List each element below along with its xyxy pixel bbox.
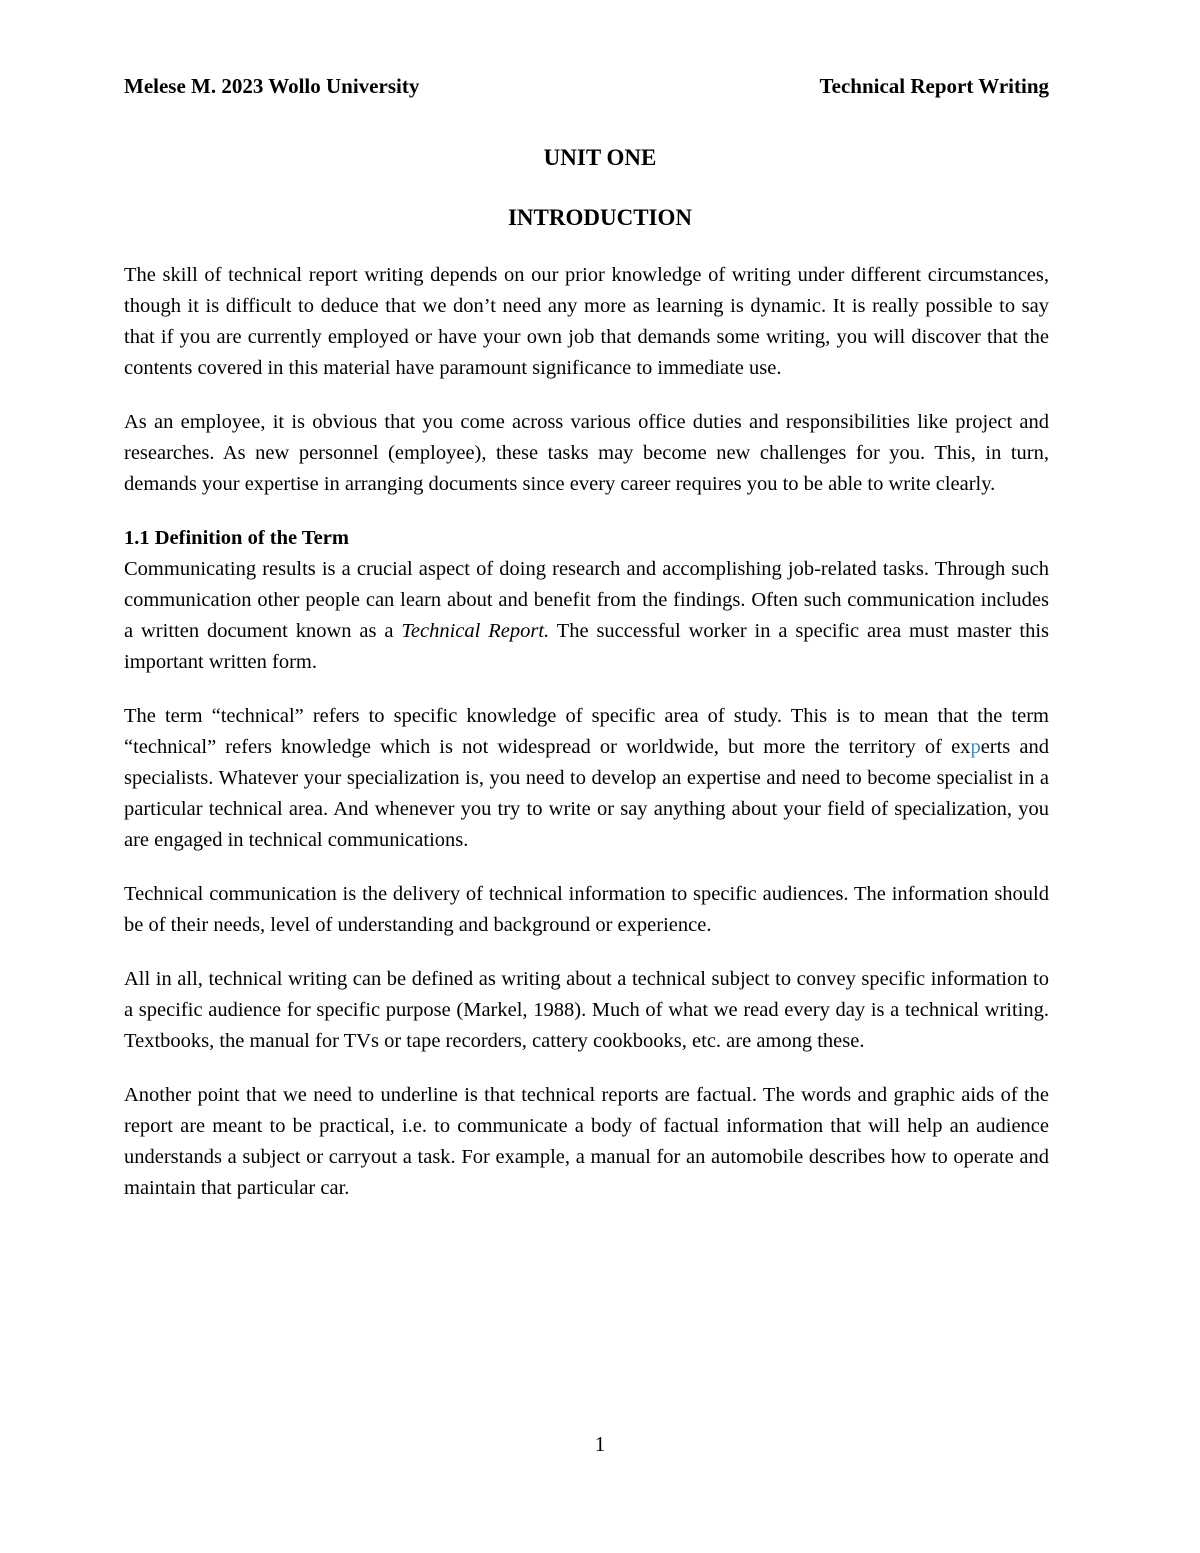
paragraph-4-text-end: erts and specialists. Whatever your specialization is, you need to develop an expertise and need to become specialist in a particular technical area. And whenever you try to write or say anything about your field of specialization, you are engaged in technical communications. — [124, 736, 1049, 851]
paragraph-4 — [124, 701, 1049, 856]
section-heading: 1.1 Definition of the Term — [124, 527, 349, 549]
paragraph-5: Technical communication is the delivery of technical information to specific audiences. The information should be of their needs, level of understanding and background or experience. — [124, 883, 1049, 936]
unit-title: UNIT ONE — [543, 145, 657, 170]
document-body — [124, 260, 1049, 1204]
paragraph-6: All in all, technical writing can be defined as writing about a technical subject to convey specific information to a specific audience for specific purpose (Markel, 1988). Much of what we read every day is a technical writing. Textbooks, the manual for TVs or tape recorders, cattery cookbooks, etc. are among these. — [124, 968, 1049, 1052]
paragraph-3-text-start: Communicating results is a crucial aspect of doing research and accomplishing job-related tasks. Through such communication other people can learn about and benefit from the findings. Often such communication includes a written document known as a — [124, 558, 1049, 642]
paragraph-1: The skill of technical report writing depends on our prior knowledge of writing under different circumstances, though it is difficult to deduce that we don’t need any more as learning is dynamic. It is really possible to say that if you are currently employed or have your own job that demands some writing, you will discover that the contents covered in this material have paramount significance to immediate use. — [124, 264, 1049, 379]
paragraph-2: As an employee, it is obvious that you come across various office duties and responsibilities like project and researches. As new personnel (employee), these tasks may become new challenges for you. This, in turn, demands your expertise in arranging documents since every career requires you to be able to write clearly. — [124, 411, 1049, 495]
technical-report-term: Technical Report. — [401, 620, 550, 642]
paragraph-3-text-end: The successful worker in a specific area must master this important written form. — [124, 620, 1049, 673]
header-course-title: Technical Report Writing — [819, 74, 1049, 98]
page-number: 1 — [594, 1432, 606, 1456]
running-header — [124, 72, 1049, 100]
paragraph-7: Another point that we need to underline is that technical reports are factual. The words and graphic aids of the report are meant to be practical, i.e. to communicate a body of factual information that will help an audience understands a subject or carryout a task. For example, a manual for an automobile describes how to operate and maintain that particular car. — [124, 1084, 1049, 1199]
chapter-title: INTRODUCTION — [507, 205, 693, 230]
header-author-institution: Melese M. 2023 Wollo University — [124, 74, 420, 98]
highlighted-letter: p — [970, 736, 981, 758]
paragraph-3 — [124, 554, 1049, 678]
paragraph-4-text-start: The term “technical” refers to specific knowledge of specific area of study. This is to mean that the term “technical” refers knowledge which is not widespread or worldwide, but more the territory of ex — [124, 705, 1049, 758]
